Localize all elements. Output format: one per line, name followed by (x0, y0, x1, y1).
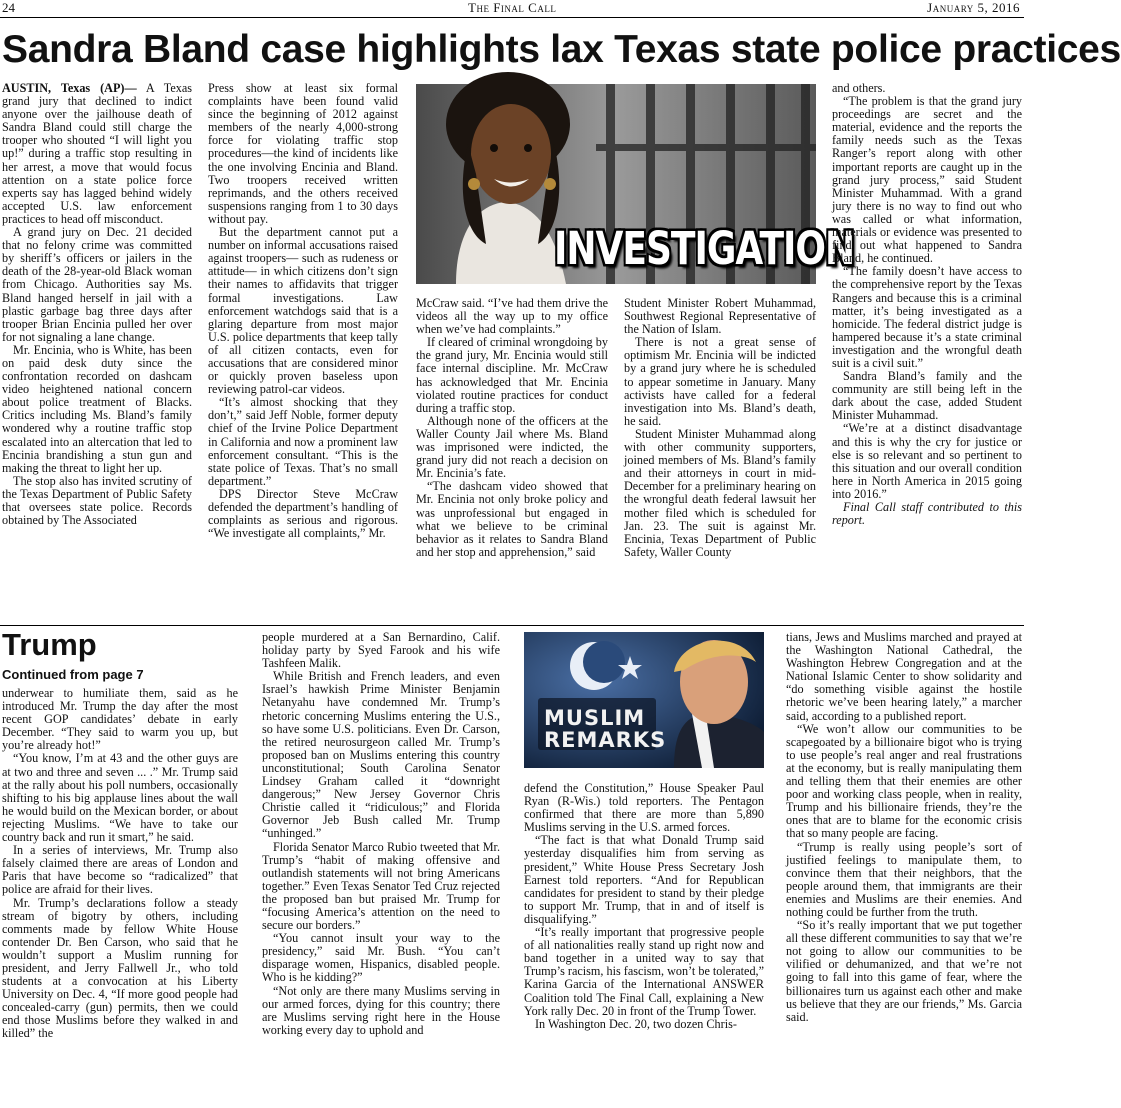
article2-column-4 (786, 631, 1022, 1107)
article1-column-5 (832, 82, 1022, 612)
continued-from: Continued from page 7 (2, 667, 144, 682)
paragraph: A Texas grand jury that declined to indict anyone over the jailhouse death of Sandra Bland could still charge the trooper who shouted “I will light you up!” during a traffic stop resulting in her arrest, a move that would focus attention on a state police force experts say has lagged behind widely accepted U.S. law enforcement practices to head off misconduct. (2, 81, 193, 226)
sandra-bland-investigation-photo (416, 84, 855, 284)
paragraph: In Washington Dec. 20, two dozen Chris- (535, 1016, 737, 1031)
paragraph: “The family doesn’t have access to the comprehensive report by the Texas Rangers and because this is a criminal matter, it’s being investigated as a homicide. The federal district judge is hampered because it’s a state criminal investigation and the wrongful death suit is a civil suit.” (832, 264, 1022, 370)
paragraph: and others. (832, 81, 886, 95)
staff-credit: Final Call staff contributed to this report. (832, 500, 1022, 528)
paragraph: Although none of the officers at the Waller County Jail where Ms. Bland was imprisoned were indicted, the grand jury did not reach a decision on Mr. Encinia’s fate. (416, 413, 608, 481)
paragraph: But the department cannot put a number on informal accusations raised against troopers— such as rudeness or attitude— in which citizens don’t sign their names to affidavits that trigger formal investigations. Law enforcement watchdogs said that is a glaring departure from most major U.S. police departments that keep tally of all citizen contacts, even for accusations that are considered minor or quickly proven baseless upon reviewing patrol-car videos. (208, 225, 398, 397)
paragraph: “The problem is that the grand jury proceedings are secret and the material, evidence and the reports the family needs such as the Texas Ranger’s report along with other important reports are caught up in the grand jury process,” said Student Minister Muhammad. With a grand jury there is no way to find out who was called or what information, materials or evidence was presented to find out what happened to Sandra Bland, he continued. (832, 94, 1022, 266)
paragraph: Student Minister Robert Muhammad, Southwest Regional Representative of the Nation of Islam. (624, 296, 816, 337)
paragraph: people murdered at a San Bernardino, Calif. holiday party by Syed Farook and his wife Tashfeen Malik. (262, 630, 500, 671)
muslim-overlay-text: MUSLIM (544, 706, 646, 730)
paragraph: While British and French leaders, and even Israel’s hawkish Prime Minister Benjamin Netanyahu have condemned Mr. Trump’s rhetoric concerning Muslims entering the U.S., so have some U.S. politicians. Even Dr. Carson, the retired neurosurgeon called Mr. Trump’s proposed ban on Muslims entering this country unconstitutional; South Carolina Senator Lindsey Graham called it “downright dangerous;” New Jersey Governor Chris Christie called it “ridiculous;” and Florida Governor Jeb Bush called Mr. Trump “unhinged.” (262, 669, 500, 841)
article1-column-2 (208, 82, 398, 612)
page-header (0, 0, 1024, 18)
publication-name: The Final Call (468, 0, 557, 15)
paragraph: “So it’s really important that we put together all these different communities to say that we’re not going to allow our communities to be vilified or dehumanized, and that we’re not going to fall into this game of fear, where the billionaires turn us against each other and make us believe that they are our friends,” Ms. Garcia said. (786, 918, 1022, 1024)
article2-column-1 (2, 687, 238, 1107)
paragraph: In a series of interviews, Mr. Trump also falsely claimed there are areas of London and Paris that have become so “radicalized” that police are afraid for their lives. (2, 843, 238, 897)
paragraph: A grand jury on Dec. 21 decided that no felony crime was committed by sheriff’s officers or jailers in the death of the 28-year-old Black woman from Chicago. Authorities say Ms. Bland hanged herself in jail with a plastic garbage bag three days after trooper Brian Encinia pulled her over for not signaling a lane change. (2, 225, 192, 344)
paragraph: “Not only are there many Muslims serving in our armed forces, dying for this country; there are Muslims serving right here in the House working every day to uphold and (262, 983, 500, 1037)
investigation-overlay-text: INVESTIGATION (554, 224, 855, 276)
paragraph: tians, Jews and Muslims marched and prayed at the Washington National Cathedral, the Washington Hebrew Congregation and at the National Islamic Center to show solidarity and “do something visible against the hostile rhetoric we’ve been hearing lately,” a marcher said, according to a published report. (786, 630, 1022, 723)
remarks-overlay-text: REMARKS (544, 728, 667, 752)
paragraph: There is not a great sense of optimism Mr. Encinia will be indicted by a grand jury where he is scheduled to appear sometime in January. Many activists have called for a federal investigation into Ms. Bland’s death, he said. (624, 335, 816, 428)
paragraph: DPS Director Steve McCraw defended the department’s handling of complaints as serious and rigorous. “We investigate all complaints,” Mr. (208, 486, 398, 541)
issue-date: January 5, 2016 (927, 0, 1020, 15)
section-divider (0, 625, 1024, 626)
trump-headline: Trump (2, 627, 97, 662)
article-headline: Sandra Bland case highlights lax Texas state police practices (2, 28, 1121, 71)
article2-column-2 (262, 631, 500, 1107)
paragraph: The stop also has invited scrutiny of the Texas Department of Public Safety that oversees state police. Records obtained by The Associated (2, 473, 192, 528)
page-number: 24 (2, 0, 15, 15)
article2-column-3 (524, 782, 764, 1107)
paragraph: McCraw said. “I’ve had them drive the videos all the way up to my office when we’ve had complaints.” (416, 296, 608, 337)
trump-muslim-remarks-photo (524, 632, 764, 768)
paragraph: “We won’t allow our communities to be scapegoated by a billionaire bigot who is trying to use people’s real anger and real frustrations at the economy, but is really manipulating them and telling them that their enemies are other poor and working class people, when in reality, Trump and his billionaire friends, they’re the ones that are to blame for the economic crisis that so many people are facing. (786, 721, 1022, 841)
paragraph: “Trump is really using people’s sort of justified feelings to manipulate them, to convince them that their neighbors, that the people around them, that immigrants are their enemies and Muslims are their enemies. And nothing could be further from the truth. (786, 839, 1022, 919)
paragraph: Press show at least six formal complaints have been found valid since the beginning of 2012 against members of the nearly 4,000-strong force for violating traffic stop procedures—the kind of incidents like the one involving Encinia and Bland. Two troopers received written reprimands, and the others received suspensions ranging from 1 to 30 days without pay. (208, 81, 398, 226)
paragraph: If cleared of criminal wrongdoing by the grand jury, Mr. Encinia would still face internal discipline. Mr. McCraw has acknowledged that Mr. Encinia violated routine practices for conduct during a traffic stop. (416, 335, 608, 415)
paragraph: “The fact is that what Donald Trump said yesterday disqualifies him from serving as president,” White House Press Secretary Josh Earnest told reporters. “And for Republican candidates for president to stand by their pledge to support Mr. Trump, that in and of itself is disqualifying.” (524, 833, 764, 926)
article1-column-4 (624, 297, 816, 612)
paragraph: defend the Constitution,” House Speaker Paul Ryan (R-Wis.) told reporters. The Pentagon confirmed that there are more than 5,890 Muslims serving in the U.S. armed forces. (524, 781, 764, 835)
paragraph: “We’re at a distinct disadvantage and this is why the cry for justice or else is so relevant and so pertinent to this situation and our overall condition here in North America in 2015 going into 2016.” (832, 421, 1022, 501)
paragraph: “It’s really important that progressive people of all nationalities really stand up right now and band together in a united way to say that Trump’s racism, his fascism, won’t be tolerated,” Karina Garcia of the International ANSWER Coalition told The Final Call, explaining a New York rally Dec. 20 in front of the Trump Tower. (524, 925, 764, 1018)
article1-column-1 (2, 82, 192, 612)
paragraph: Sandra Bland’s family and the community are still being left in the dark about the case, added Student Minister Muhammad. (832, 369, 1022, 423)
paragraph: “You cannot insult your way to the presidency,” said Mr. Bush. “You can’t disparage women, Hispanics, disabled people. Who is he kidding?” (262, 931, 500, 985)
dateline: AUSTIN, Texas (AP)— (2, 81, 137, 95)
paragraph: underwear to humiliate them, said as he introduced Mr. Trump the day after the most recent GOP candidates’ debate in early December. “They said to warm you up, but you’re already hot!” (2, 686, 238, 753)
paragraph: Florida Senator Marco Rubio tweeted that Mr. Trump’s “habit of making offensive and outlandish statements will not bring Americans together.” Even Texas Senator Ted Cruz rejected the proposed ban but praised Mr. Trump for “focusing America’s attention on the need to secure our borders.” (262, 839, 500, 933)
paragraph: Mr. Trump’s declarations follow a steady stream of bigotry by others, including comments made by fellow White House contender Dr. Ben Carson, who said that he wouldn’t support a Muslim running for president, and Jerry Fallwell Jr., who told students at a convocation at his Liberty University on Dec. 4, “If more good people had concealed-carry (gun) permits, then we could end those Muslims before they walked in and killed” the (2, 895, 238, 1041)
paragraph: “The dashcam video showed that Mr. Encinia not only broke policy and was unprofessional but engaged in what we believe to be criminal behavior as it relates to Sandra Bland and her stop and apprehension,” said (416, 479, 608, 559)
paragraph: “You know, I’m at 43 and the other guys are at two and three and seven ... .” Mr. Trump said at the rally about his poll numbers, occasionally shifting to his big applause lines about the wall he would build on the Mexican border, or about rejecting Muslims. “We have to take our country back and run it smart,” he said. (2, 751, 238, 845)
paragraph: Student Minister Muhammad along with other community supporters, joined members of Ms. Bland’s family and their attorneys in court in mid-December for a preliminary hearing on the wrongful death federal lawsuit her mother filed which is scheduled for Jan. 23. The suit is against Mr. Encinia, Texas Department of Public Safety, Waller County (624, 426, 816, 559)
article1-column-3 (416, 297, 608, 612)
paragraph: “It’s almost shocking that they don’t,” said Jeff Noble, former deputy chief of the Irvine Police Department in California and now a prominent law enforcement consultant. “This is the state police of Texas. That’s no small department.” (208, 395, 398, 488)
paragraph: Mr. Encinia, who is White, has been on paid desk duty since the confrontation recorded on dashcam video heightened national concern about police treatment of Blacks. Critics including Ms. Bland’s family wondered why a routine traffic stop escalated into an altercation that led to Encinia brandishing a stun gun and making the threat to light her up. (2, 342, 192, 475)
